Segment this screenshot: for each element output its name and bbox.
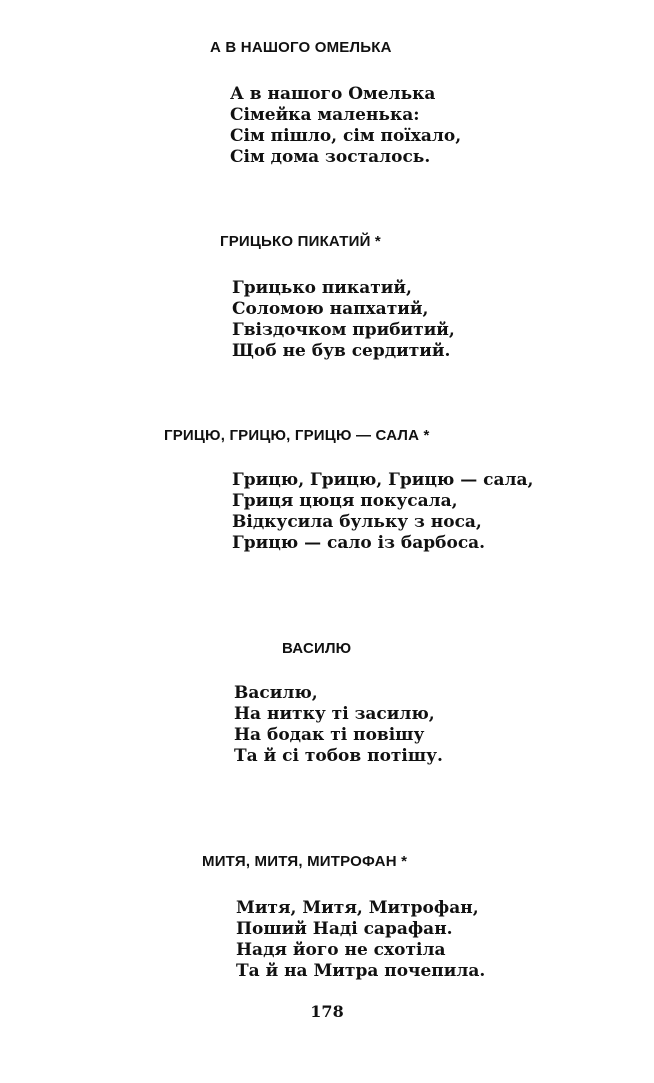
poem-body-grytsko — [232, 278, 455, 362]
verse-line: Грицю, Грицю, Грицю — сала, — [232, 470, 534, 490]
poem-title-mytia: МИТЯ, МИТЯ, МИТРОФАН * — [202, 853, 408, 870]
verse-line: Та й сі тобов потішу. — [234, 746, 443, 766]
verse-line: Сімейка маленька: — [230, 105, 420, 125]
poem-title-vasyliu: ВАСИЛЮ — [282, 640, 352, 657]
poem-title-grytsiu: ГРИЦЮ, ГРИЦЮ, ГРИЦЮ — САЛА * — [164, 427, 430, 444]
verse-line: Відкусила бульку з носа, — [232, 512, 482, 532]
poem-body-grytsiu — [232, 470, 533, 554]
poem-body-omelka — [230, 84, 461, 168]
verse-line: Гриця цюця покусала, — [232, 491, 458, 511]
verse-line: Щоб не був сердитий. — [232, 341, 451, 361]
verse-line: Сім дома зосталось. — [230, 147, 431, 167]
verse-line: Грицько пикатий, — [232, 278, 412, 298]
poem-title-omelka: А В НАШОГО ОМЕЛЬКА — [210, 39, 392, 56]
verse-line: Надя його не схотіла — [236, 940, 446, 960]
page-number: 178 — [310, 1002, 344, 1021]
verse-line: А в нашого Омелька — [230, 84, 436, 104]
verse-line: Поший Наді сарафан. — [236, 919, 453, 939]
verse-line: Митя, Митя, Митрофан, — [236, 898, 479, 918]
verse-line: На нитку ті засилю, — [234, 704, 435, 724]
verse-line: Сім пішло, сім поїхало, — [230, 126, 462, 146]
poem-title-grytsko: ГРИЦЬКО ПИКАТИЙ * — [220, 233, 381, 250]
poem-body-vasyliu — [234, 683, 443, 767]
poem-body-mytia — [236, 898, 485, 982]
verse-line: Гвіздочком прибитий, — [232, 320, 455, 340]
verse-line: Василю, — [234, 683, 318, 703]
verse-line: Соломою напхатий, — [232, 299, 429, 319]
verse-line: Та й на Митра почепила. — [236, 961, 486, 981]
verse-line: На бодак ті повішу — [234, 725, 425, 745]
verse-line: Грицю — сало із барбоса. — [232, 533, 486, 553]
